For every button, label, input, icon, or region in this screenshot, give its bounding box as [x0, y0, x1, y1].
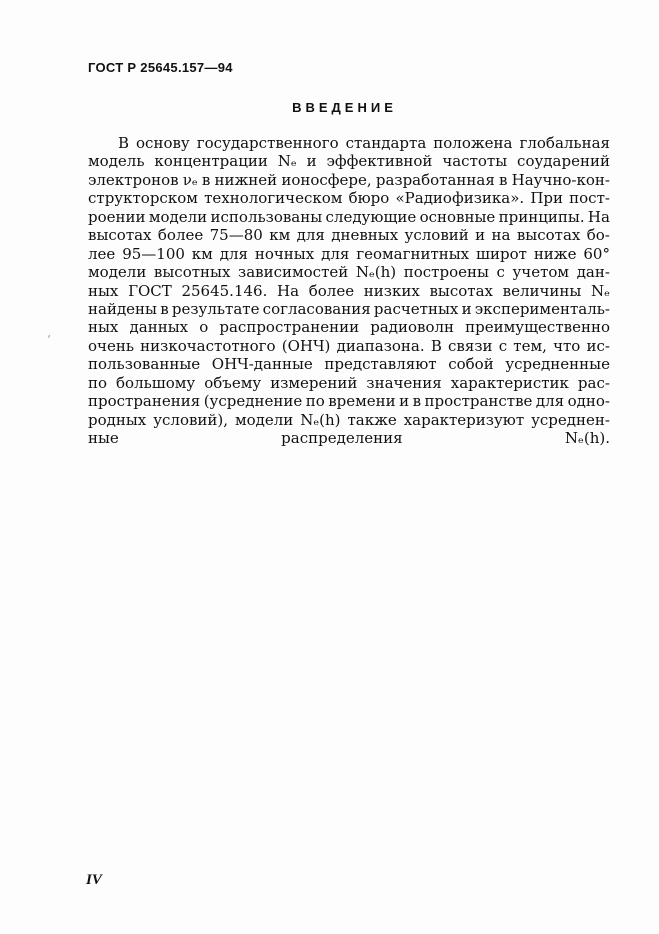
paragraph-line: найдены в результате согласования расчетных и эксперименталь-	[88, 299, 610, 318]
paragraph-line: модели высотных зависимостей Nₑ(h) построены с учетом дан-	[88, 263, 610, 282]
paragraph-line: пользованные ОНЧ-данные представляют собой усредненные	[88, 355, 610, 374]
intro-paragraph	[88, 134, 610, 447]
paragraph-line: по большому объему измерений значения характеристик рас-	[88, 373, 610, 392]
paragraph-line: высотах более 75—80 км для дневных условий и на высотах бо-	[88, 226, 610, 245]
paragraph-line: пространения (усреднение по времени и в пространстве для одно-	[88, 392, 610, 411]
paragraph-line: ных данных о распространении радиоволн преимущественно	[88, 318, 610, 337]
paragraph-line: родных условий), модели Nₑ(h) также характеризуют усреднен-	[88, 410, 610, 429]
paragraph-line: ные распределения Nₑ(h).	[88, 429, 610, 447]
paragraph-line: очень низкочастотного (ОНЧ) диапазона. В связи с тем, что ис-	[88, 336, 610, 355]
page-number: IV	[86, 872, 102, 888]
paragraph-line: лее 95—100 км для ночных для геомагнитных широт ниже 60°	[88, 244, 610, 263]
paragraph-line: модель концентрации Nₑ и эффективной частоты соударений	[88, 152, 610, 171]
paragraph-line: электронов νₑ в нижней ионосфере, разработанная в Научно-кон-	[88, 170, 610, 189]
paragraph-line: роении модели использованы следующие основные принципы. На	[88, 207, 610, 226]
document-code-header: ГОСТ Р 25645.157—94	[88, 60, 233, 75]
margin-mark: ˊ	[45, 333, 57, 348]
section-title: ВВЕДЕНИЕ	[292, 100, 397, 115]
paragraph-line: ных ГОСТ 25645.146. На более низких высотах величины Nₑ	[88, 281, 610, 300]
paragraph-line: В основу государственного стандарта положена глобальная	[118, 134, 610, 152]
paragraph-line: структорском технологическом бюро «Радиофизика». При пост-	[88, 189, 610, 208]
